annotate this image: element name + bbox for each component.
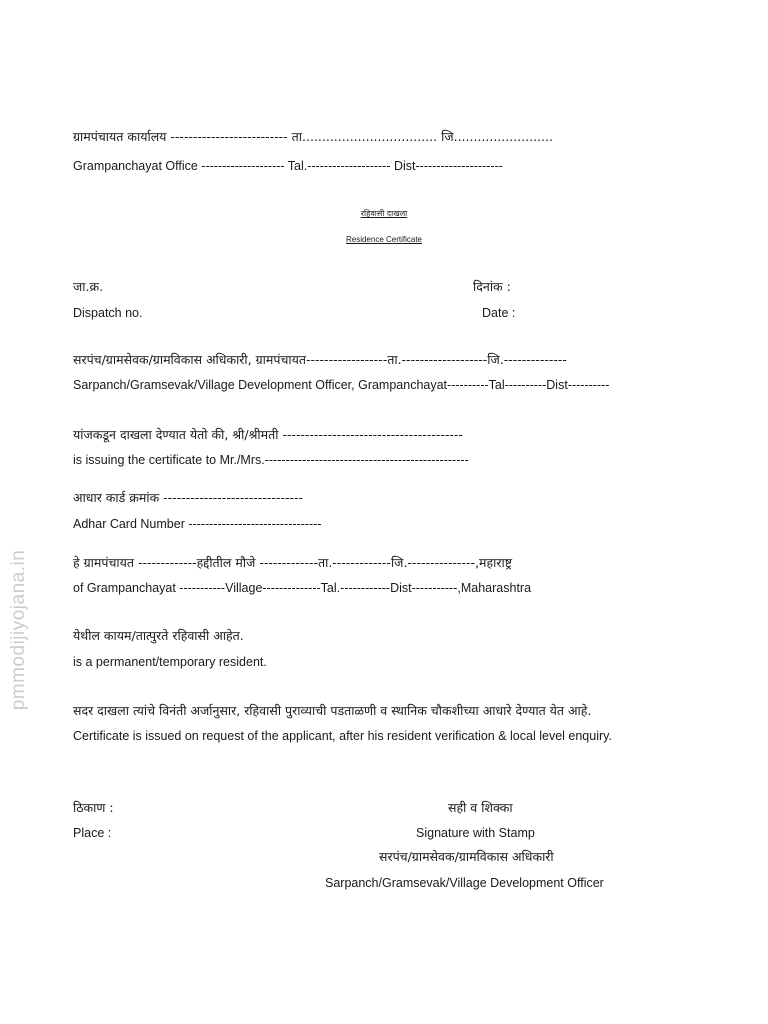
officer-line-marathi: सरपंच/ग्रामसेवक/ग्रामविकास अधिकारी, ग्रामपंचायत------------------ता.-------------------जि.-------------- [73,352,567,367]
signature-label-marathi: सही व शिक्का [448,800,513,815]
date-label-marathi: दिनांक : [473,279,511,294]
date-label-english: Date : [482,306,516,320]
watermark [4,530,34,730]
resident-line-english: is a permanent/temporary resident. [73,655,267,669]
place-label-english: Place : [73,826,112,840]
signatory-title-english: Sarpanch/Gramsevak/Village Development Officer [325,876,604,890]
resident-line-marathi: येथील कायम/तात्पुरते रहिवासी आहेत. [73,628,244,643]
title-english: Residence Certificate [345,235,423,244]
dispatch-no-english: Dispatch no. [73,306,143,320]
issued-line-english: Certificate is issued on request of the applicant, after his resident verification & local level enquiry. [73,729,612,743]
village-line-english: of Grampanchayat -----------Village--------------Tal.------------Dist-----------,Maharashtra [73,581,532,595]
header-line-english: Grampanchayat Office -------------------- Tal.-------------------- Dist--------------------- [73,159,503,173]
watermark-text: pmmodijiyojana.in [8,549,29,711]
issued-line-marathi: सदर दाखला त्यांचे विनंती अर्जानुसार, रहिवासी पुराव्याची पडताळणी व स्थानिक चौकशीच्या आधारे देण्यात येत आहे. [73,703,592,718]
header-line-marathi: ग्रामपंचायत कार्यालय -------------------------- ता.................................. जि......................... [73,129,553,144]
officer-line-english: Sarpanch/Gramsevak/Village Development Officer, Grampanchayat----------Tal----------Dist---------- [73,378,610,392]
issuing-line-marathi: यांजकडून दाखला देण्यात येतो की, श्री/श्रीमती ---------------------------------------- [73,427,463,442]
signature-label-english: Signature with Stamp [416,826,535,840]
village-line-marathi: हे ग्रामपंचायत -------------हद्दीतील मौजे -------------ता.-------------जि.---------------,महाराष्ट्र [73,555,513,570]
aadhar-line-marathi: आधार कार्ड क्रमांक ------------------------------- [73,490,303,505]
title-marathi: रहिवासी दाखला [360,209,408,218]
place-label-marathi: ठिकाण : [73,800,114,815]
signatory-title-marathi: सरपंच/ग्रामसेवक/ग्रामविकास अधिकारी [379,849,554,864]
dispatch-no-marathi: जा.क्र. [73,279,104,294]
issuing-line-english: is issuing the certificate to Mr./Mrs.------------------------------------------------- [73,453,469,467]
aadhar-line-english: Adhar Card Number -------------------------------- [73,517,322,531]
